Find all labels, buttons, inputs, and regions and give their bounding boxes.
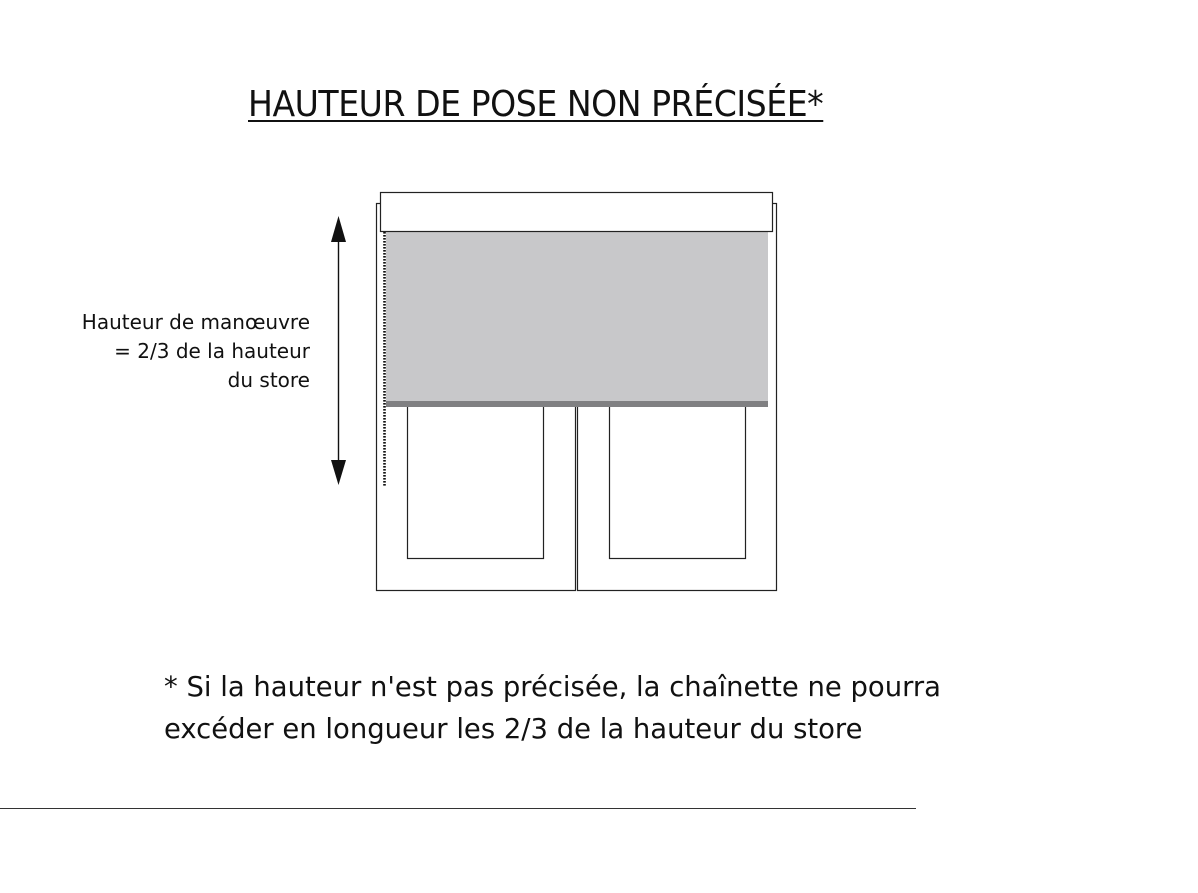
page-title: HAUTEUR DE POSE NON PRÉCISÉE*: [248, 84, 824, 125]
footnote: [164, 666, 957, 750]
footnote-line-2: excéder en longueur les 2/3 de la hauteur du store: [164, 712, 863, 745]
blind-fabric: [386, 231, 768, 403]
footnote-line-1: * Si la hauteur n'est pas précisée, la chaînette ne pourra: [164, 670, 942, 703]
operating-height-label-line-1: Hauteur de manœuvre: [81, 310, 310, 334]
window-pane-right: [610, 405, 746, 559]
double-headed-vertical-arrow-icon: [331, 216, 346, 485]
blind-headrail: [381, 193, 773, 232]
window-pane-left: [408, 405, 544, 559]
blind-bottom-bar: [386, 401, 768, 407]
bottom-divider: [0, 808, 916, 809]
operating-height-label-line-2: = 2/3 de la hauteur: [114, 339, 310, 363]
operating-height-label-line-3: du store: [227, 368, 310, 392]
